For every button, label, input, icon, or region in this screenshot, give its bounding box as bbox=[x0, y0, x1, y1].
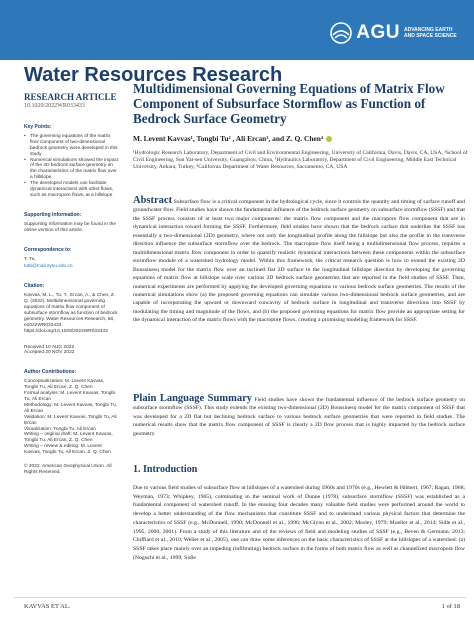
copyright-notice: © 2022. American Geophysical Union. All Rights Reserved. bbox=[24, 464, 112, 475]
contribution-item: Visualization: Tongbi Tu, Ali Ercan bbox=[24, 426, 96, 432]
authors-text: M. Levent Kavvas¹, Tongbi Tu² , Ali Ercan³, and Z. Q. Chen⁴ bbox=[133, 134, 324, 143]
author-contributions-heading: Author Contributions: bbox=[24, 369, 77, 376]
key-point: • The governing equations of the matrix flow component of two-dimensional bedrock geometry were developed in this study bbox=[24, 134, 119, 158]
contribution-item: Validation: M. Levent Kavvas, Tongbi Tu, Ali Ercan bbox=[24, 414, 117, 426]
article-title: Multidimensional Governing Equations of Matrix Flow Component of Subsurface Stormflow as Function of Bedrock Surface Geometry bbox=[133, 81, 445, 126]
received-date: Received 10 AUG 2022 bbox=[24, 344, 75, 350]
abstract-text: Subsurface flow is a critical component in the hydrological cycle, since it controls the quantity and timing of surface runoff and groundwater flow. Field studies have shown the fundamental influence of the bedrock surface geometry on subsurface stormflow (SSSF) and that the SSSF process consists of at least two major components: the matrix flow component and the macropore flow component that are in dynamical interaction toward forming the SSSF. Furthermore, field studies have shown that the bedrock surface that underlies the SSSF has essentially a two-dimensional (2D) geometry, where not only the longitudinal profile along the hillslope but also the profile in the transverse direction influence the subsurface stormflow over the bedrock. The macropore flow itself being a multidimensional flow process, requires a multidimensional matrix flow component in order to quantify realistic dynamical interactions between these components within the subsurface stormflow module of a watershed hydrology model. Within this framework, the critical research question is how to extend the existing 2D Boussinesq model for the matrix flow over an inclined flat 2D surface in the longitudinal hillslope direction by developing the governing equations of matrix flow at hillslope scale over various 2D bedrock surface geometries that are reported in the field studies of SSSF. Then, numerical experiments are performed by applying the developed governing equations to various bedrock surface geometries. The results of the numerical simulations show (a) the proposed governing equations can simulate various two-dimensional bedrock surface geometries, and are capable of incorporating the upward or downward concavity of bedrock surface in longitudinal and transverse directions into SSSF by modulating the timing and magnitude of the flows, and (b) the proposed governing equations for matrix flow provide an appropriate setting for the dynamical interaction of the matrix flows with the macropore flows, creating a promising modeling framework for SSSF. bbox=[133, 199, 465, 324]
supporting-info-text: Supporting Information may be found in the online version of this article. bbox=[24, 221, 116, 233]
agu-brand[interactable] bbox=[330, 22, 460, 44]
abstract-heading: Abstract bbox=[133, 195, 173, 206]
key-points-list bbox=[24, 134, 119, 199]
supporting-info-heading: Supporting Information: bbox=[24, 211, 82, 218]
correspondence-heading: Correspondence to: bbox=[24, 246, 72, 253]
plain-language-section bbox=[133, 395, 465, 438]
citation-heading: Citation: bbox=[24, 283, 45, 290]
agu-logo-icon bbox=[330, 22, 352, 44]
article-type: RESEARCH ARTICLE bbox=[24, 92, 117, 102]
header-bar bbox=[0, 0, 474, 60]
contribution-item: Methodology: M. Levent Kavvas, Tongbi Tu, Ali Ercan bbox=[24, 402, 117, 414]
plain-language-heading: Plain Language Summary bbox=[133, 393, 253, 404]
key-points-heading: Key Points: bbox=[24, 124, 52, 130]
article-doi[interactable]: 10.1029/2022WR033433 bbox=[24, 103, 85, 109]
footer-divider bbox=[14, 597, 466, 598]
correspondence-email[interactable]: tutb@mail.sysu.edu.cn bbox=[24, 264, 73, 270]
journal-title[interactable]: Water Resources Research bbox=[24, 64, 283, 86]
accepted-date: Accepted 20 NOV 2022 bbox=[24, 350, 75, 356]
author-list bbox=[133, 134, 463, 143]
citation-text: Kavvas, M. L., Tu, T., Ercan, A., & Chen, Z. Q. (2022). Multidimensional governing equations of matrix flow component of subsurface stormflow as function of bedrock geometry. Water Resources Research, 58, e2022WR033433. https://doi.org/10.1029/2022WR033433 bbox=[24, 293, 118, 334]
affiliations: ¹Hydrologic Research Laboratory, Department of Civil and Environmental Engineering, University of California, Davis, Davis, CA, USA, ²School of Civil Engineering, Sun Yat-sen University, Guangzhou, China, ³Hydraulics Laboratory, Department of Civil Engineering, Middle East Technical University, Ankara, Turkey, ⁴California Department of Water Resources, Sacramento, CA, USA bbox=[133, 150, 468, 171]
introduction-heading: 1. Introduction bbox=[133, 464, 198, 475]
contribution-item: Writing – review & editing: M. Levent Kavvas, Tongbi Tu, Ali Ercan, Z. Q. Chen bbox=[24, 444, 111, 456]
agu-tagline: ADVANCING EARTH AND SPACE SCIENCE bbox=[404, 27, 457, 39]
key-point: • The developed models can facilitate dynamical interactions with other flows, such as macropore flows, at a hillslope bbox=[24, 181, 119, 199]
contribution-item: Conceptualization: M. Levent Kavvas, Tongbi Tu, Ali Ercan, Z. Q. Chen bbox=[24, 379, 105, 391]
contribution-item: Formal analysis: M. Levent Kavvas, Tongbi Tu, Ali Ercan bbox=[24, 391, 116, 402]
contribution-item: Writing – original draft: M. Levent Kavvas, Tongbi Tu, Ali Ercan, Z. Q. Chen bbox=[24, 432, 113, 444]
footer-authors: KAVVAS ET AL. bbox=[24, 603, 71, 610]
plain-language-text: Field studies have shown the fundamental influence of the bedrock surface geometry on subsurface stormflow (SSSF). This study extends the existing two-dimensional (2D) Boussinesq model for the matrix component of SSSF that was developed for a 2D flat but declining bedrock surface to various bedrock surface geometries that were reported in field studies. The numerical results show that the matrix flow component of SSSF is clearly a 2D flow process that is highly impacted by the bedrock surface geometry. bbox=[133, 397, 466, 437]
agu-wordmark: AGU bbox=[356, 22, 400, 43]
introduction-text: Due to various field studies of subsurface flow at hillslopes of a watershed during 1960s and 1970s (e.g., Hewlett & Hibbert, 1967; Ragan, 1968; Weyman, 1973; Whipkey, 1965), culminating in the seminal work of Dunne (1978), subsurface stormflow (SSSF) was established as a fundamental component of watershed runoff. In the ensuing four decades many valuable field studies were performed around the world to develop a better understanding of the flow mechanisms that constitute SSSF and to understand various physical factors that determine the characteristics of SSSF (e.g., McDonnell, 1990; McDonnell et al., 1996; McGlynn et al., 2002; Mosley, 1979; Mueller et al., 2014; Sidle et al., 1995, 2000, 2001). From a study of this literature and of the reviews of field and modeling studies of SSSF (e.g., Beven & Germann, 2013; Chifflard et al., 2010; Weiler et al., 2005), one can draw some inferences on the basic characteristics of SSSF at the hillslopes of a watershed: (a) SSSF takes place mainly over an impeding (infiltrating) bedrock surface in the forms of both matrix flow as well as channelized macropore flow (Noguchi et al., 1999; Sidle bbox=[133, 485, 465, 561]
abstract-section bbox=[133, 197, 465, 325]
correspondence-name: T. Tu, bbox=[24, 256, 36, 262]
key-point: • Numerical simulations showed the impact of the 2D bedrock surface geometry on the characteristics of the matrix flow over a hillslope bbox=[24, 158, 119, 182]
orcid-icon[interactable] bbox=[326, 136, 332, 142]
page-number: 1 of 18 bbox=[441, 603, 460, 610]
left-sidebar bbox=[24, 92, 119, 476]
